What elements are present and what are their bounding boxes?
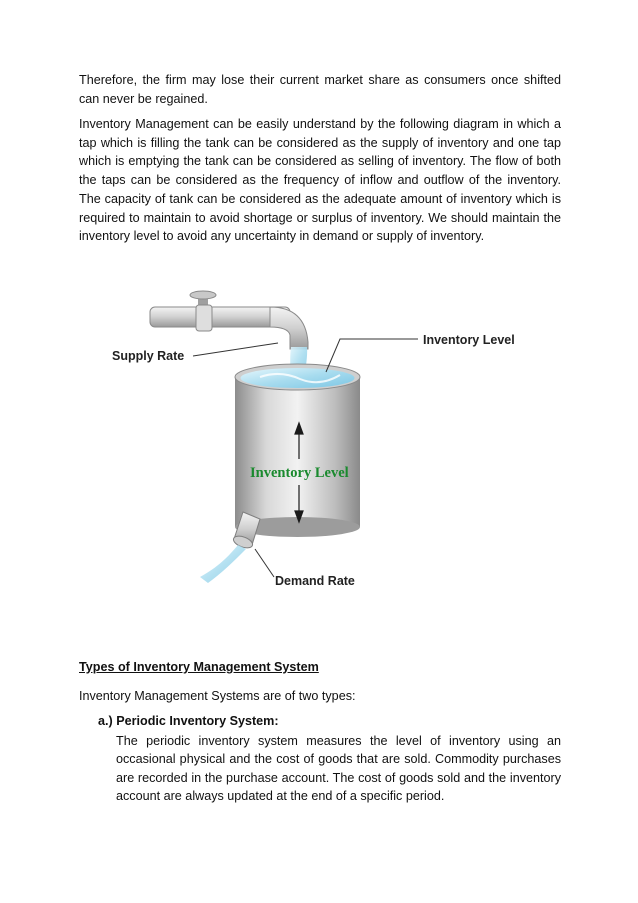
section-heading: Types of Inventory Management System bbox=[79, 660, 319, 674]
supply-rate-label: Supply Rate bbox=[112, 349, 185, 363]
inventory-level-label: Inventory Level bbox=[423, 333, 515, 347]
list-item-body: The periodic inventory system measures the level of inventory using an occasional physical and the cost of goods that are sold. Commodity purchases are recorded in the purchase account. The cost of goods sold and the inventory account are always updated at the end of a specific period. bbox=[116, 734, 561, 803]
tank-inventory-level-label: Inventory Level bbox=[250, 465, 349, 481]
demand-leader-line bbox=[255, 549, 274, 577]
supply-tap bbox=[150, 291, 308, 349]
supply-leader-line bbox=[193, 343, 278, 356]
paragraph-market-share: Therefore, the firm may lose their current market share as consumers once shifted can never be regained. bbox=[79, 73, 561, 106]
inventory-tank-diagram bbox=[100, 287, 530, 597]
list-item-title: a.) Periodic Inventory System: bbox=[98, 714, 279, 728]
section-intro: Inventory Management Systems are of two types: bbox=[79, 689, 356, 703]
demand-rate-label: Demand Rate bbox=[275, 574, 355, 588]
paragraph-tank-analogy: Inventory Management can be easily understand by the following diagram in which a tap which is filling the tank can be considered as the supply of inventory and one tap which is emptying the tank can be considered as selling of inventory. The flow of both the taps can be considered as the frequency of inflow and outflow of the inventory. The capacity of tank can be considered as the adequate amount of inventory which is required to maintain to avoid shortage or surplus of inventory. We should maintain the inventory level to avoid any uncertainty in demand or supply of inventory. bbox=[79, 117, 561, 244]
demand-water-stream bbox=[200, 545, 246, 583]
